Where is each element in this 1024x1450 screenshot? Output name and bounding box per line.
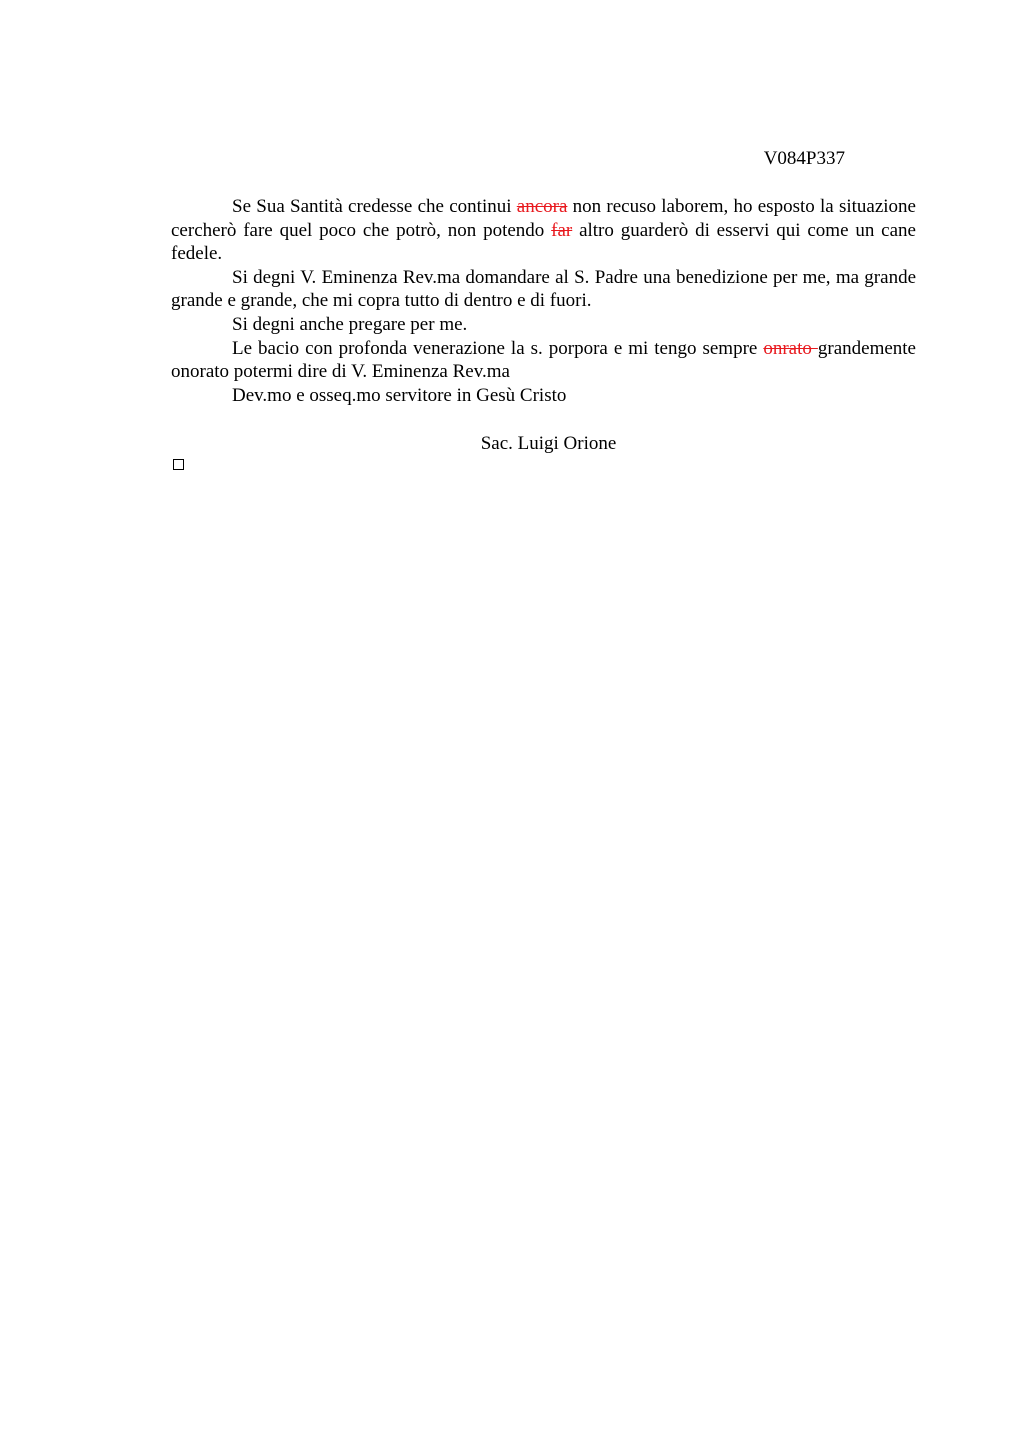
paragraph-5 xyxy=(171,384,916,408)
text-segment: non recuso laborem, ho esposto la situazione cercherò fare quel poco che potrò, non potendo xyxy=(171,196,916,241)
text-segment: Le bacio con profonda venerazione la s. porpora e mi tengo sempre xyxy=(232,337,764,359)
letter-body xyxy=(171,195,916,407)
paragraph-3 xyxy=(171,313,916,337)
text-segment: altro guarderò di esservi qui come un cane fedele. xyxy=(171,219,916,265)
end-marker-box-icon xyxy=(173,459,184,470)
signature: Sac. Luigi Orione xyxy=(480,433,617,454)
text-segment: Si degni anche pregare per me. xyxy=(232,313,468,335)
text-segment: Se Sua Santità credesse che continui xyxy=(232,196,517,217)
deleted-word: far xyxy=(551,219,573,241)
paragraph-4 xyxy=(171,337,916,384)
deleted-word: onrato xyxy=(763,337,818,359)
paragraph-2 xyxy=(171,266,916,313)
deleted-word: ancora xyxy=(516,196,568,217)
text-segment: grandemente onorato potermi dire di V. Eminenza Rev.ma xyxy=(171,337,916,383)
text-segment: Si degni V. Eminenza Rev.ma domandare al S. Padre una benedizione per me, ma grande grande e grande, che mi copra tutto di dentro e di fuori. xyxy=(171,266,916,312)
paragraph-1 xyxy=(171,195,916,266)
page-id: V084P337 xyxy=(763,148,845,169)
text-segment: Dev.mo e osseq.mo servitore in Gesù Cristo xyxy=(232,384,567,406)
